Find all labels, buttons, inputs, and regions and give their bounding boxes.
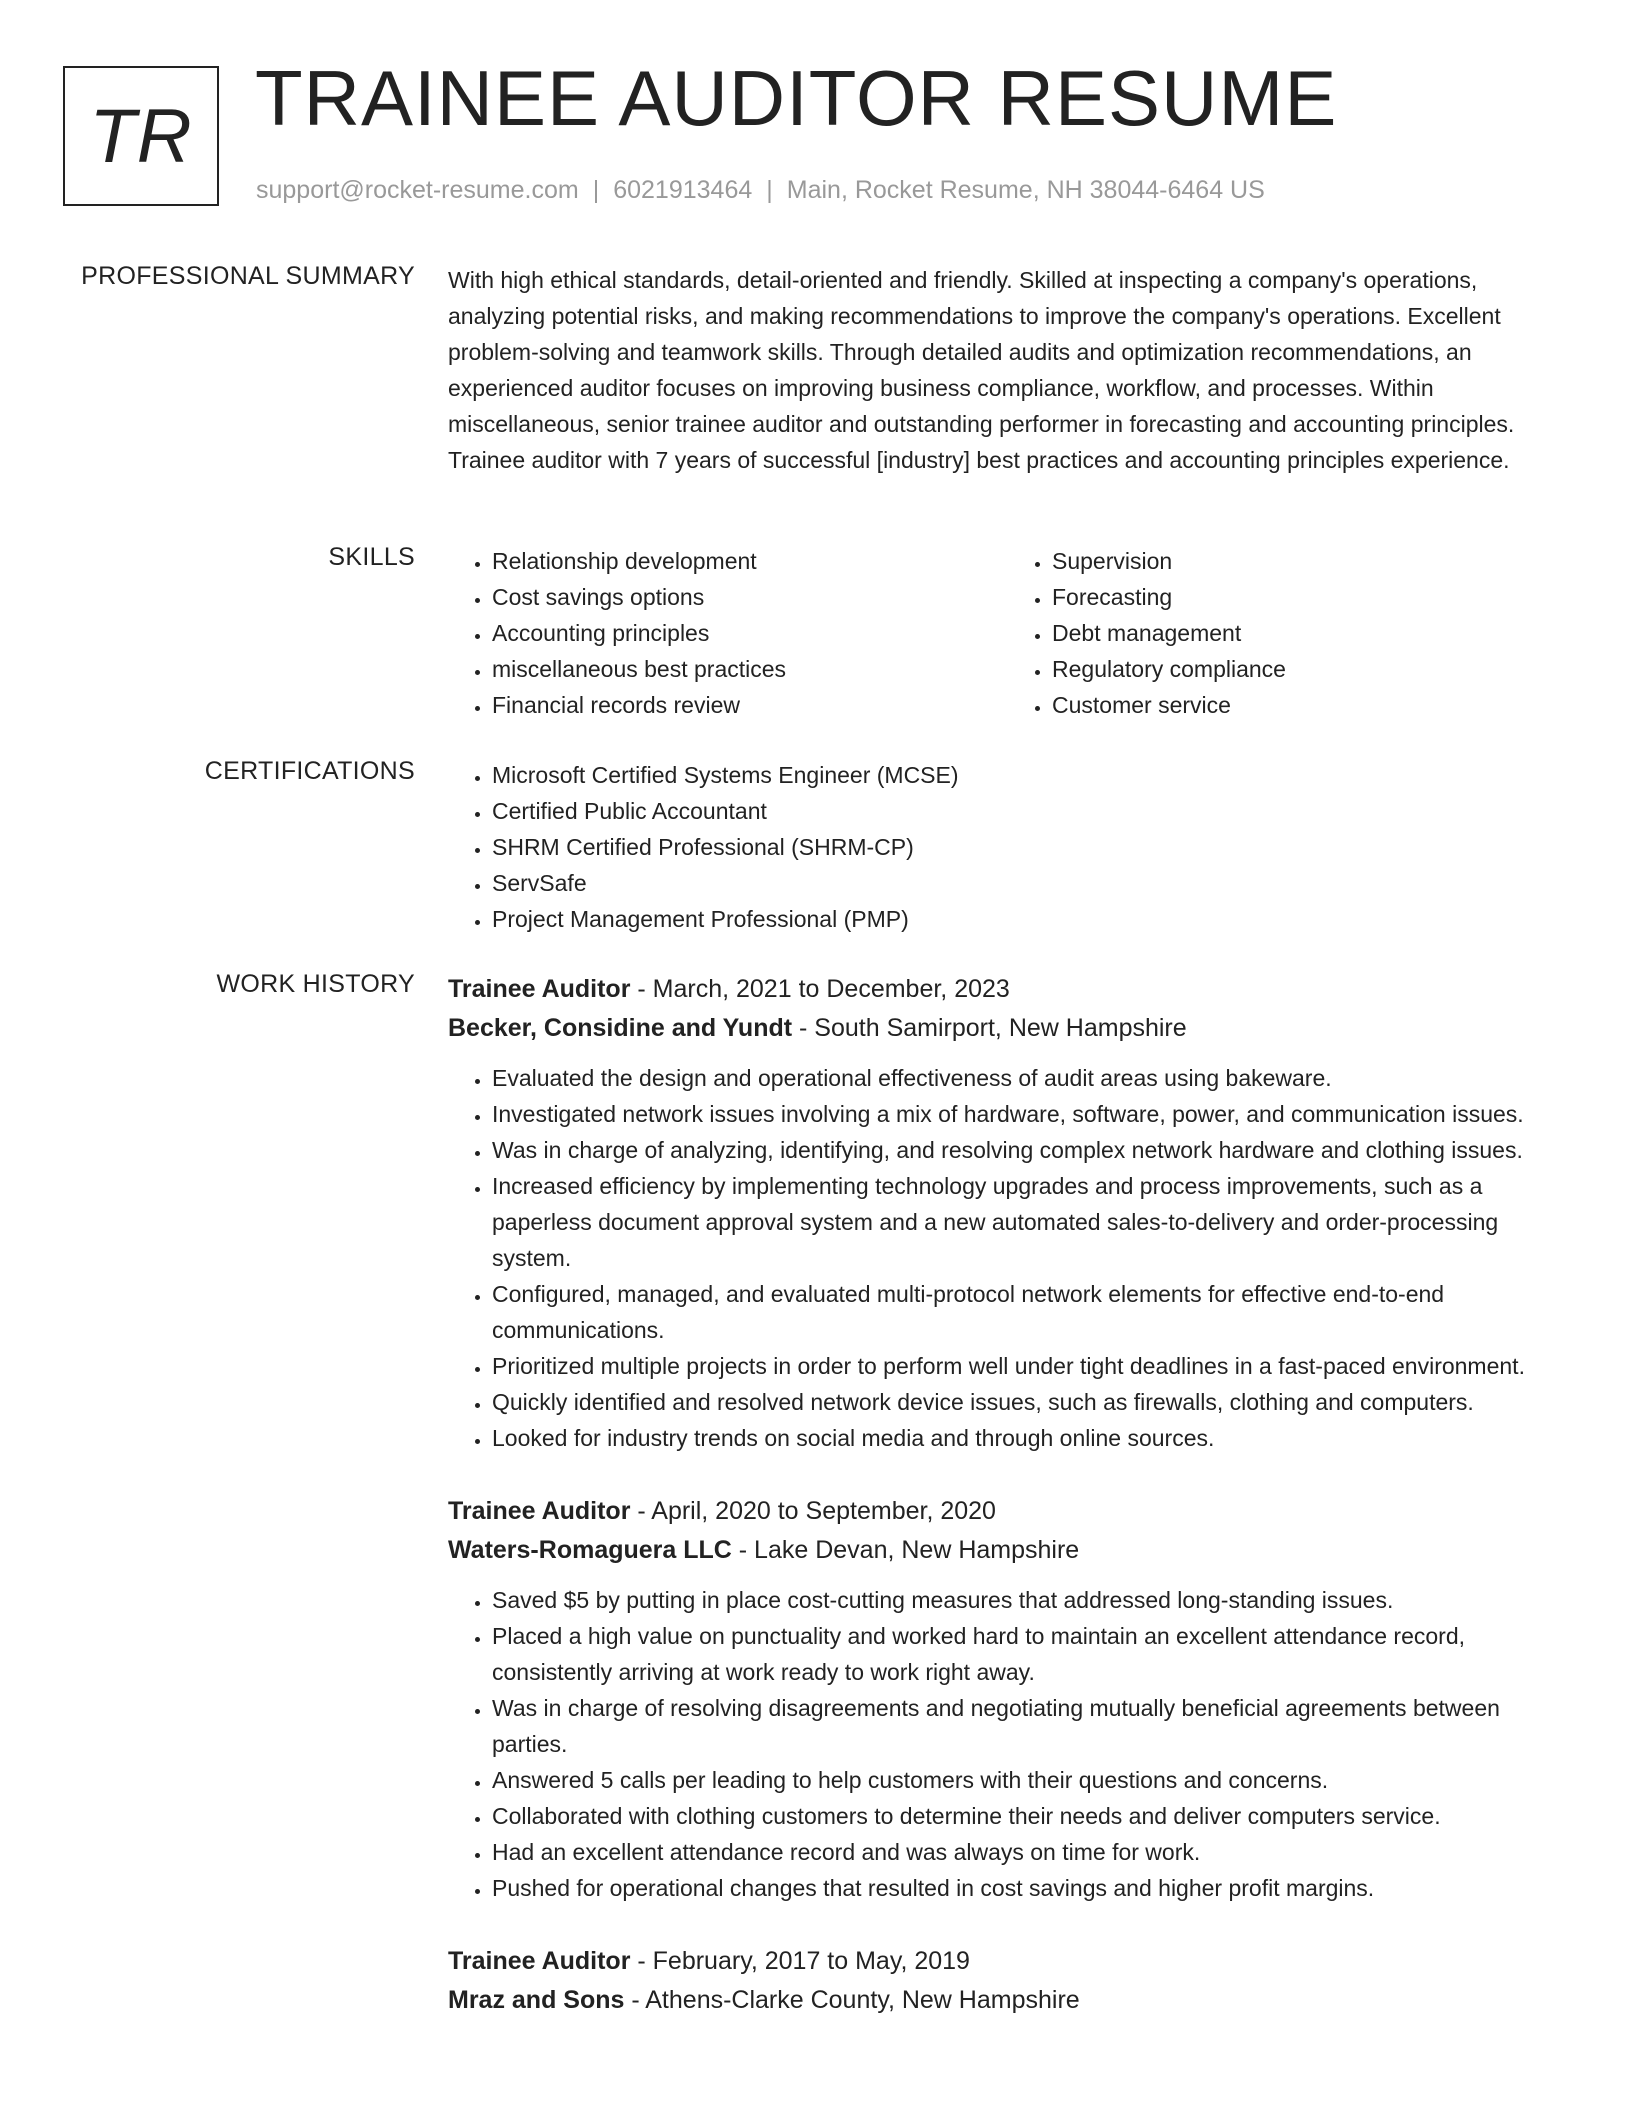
skill-item: • Accounting principles [492, 615, 1008, 651]
certification-item: • SHRM Certified Professional (SHRM-CP) [492, 829, 1568, 865]
job-location: - South Samirport, New Hampshire [792, 1014, 1187, 1042]
skill-item: • Customer service [1052, 687, 1568, 723]
job-company: Waters-Romaguera LLC [448, 1536, 732, 1564]
work-body [448, 970, 1568, 2056]
job-duty-item: • Looked for industry trends on social media and through online sources. [492, 1420, 1568, 1456]
skill-item: • miscellaneous best practices [492, 651, 1008, 687]
monogram-box: TR [63, 66, 219, 206]
skill-item: • Debt management [1052, 615, 1568, 651]
job-dates: - February, 2017 to May, 2019 [630, 1947, 970, 1975]
summary-text: With high ethical standards, detail-oriented and friendly. Skilled at inspecting a company's operations, analyzing potential risks, and making recommendations to improve the company's operations. Excellent problem-solving and teamwork skills. Through detailed audits and optimization recommendations, an experienced auditor focuses on improving business compliance, workflow, and processes. Within miscellaneous, senior trainee auditor and outstanding performer in forecasting and accounting principles. Trainee auditor with 7 years of successful [industry] best practices and accounting principles experience. [448, 267, 1515, 473]
job-duties-list [448, 1582, 1568, 1906]
certifications-list [448, 757, 1568, 937]
skills-list-left [448, 543, 1008, 723]
job-title-line [448, 1492, 1568, 1530]
skills-list-right [1008, 543, 1568, 723]
job-location: - Athens-Clarke County, New Hampshire [624, 1986, 1080, 2014]
job-company-line [448, 1008, 1568, 1048]
job-title-line [448, 1942, 1568, 1980]
job-entry [448, 1942, 1568, 2020]
contact-separator: | [766, 176, 773, 204]
job-dates: - March, 2021 to December, 2023 [630, 975, 1010, 1003]
summary-body [448, 262, 1568, 478]
job-duty-item: • Quickly identified and resolved network device issues, such as firewalls, clothing and computers. [492, 1384, 1568, 1420]
job-title: Trainee Auditor [448, 1947, 631, 1975]
job-duty-item: • Configured, managed, and evaluated multi-protocol network elements for effective end-to-end communications. [492, 1276, 1568, 1348]
certification-item: • ServSafe [492, 865, 1568, 901]
job-company: Becker, Considine and Yundt [448, 1014, 793, 1042]
job-duty-item: • Investigated network issues involving a mix of hardware, software, power, and communication issues. [492, 1096, 1568, 1132]
job-entry [448, 1492, 1568, 1906]
skill-item: • Cost savings options [492, 579, 1008, 615]
job-duty-item: • Placed a high value on punctuality and worked hard to maintain an excellent attendance record, consistently arriving at work ready to work right away. [492, 1618, 1568, 1690]
job-title-line [448, 970, 1568, 1008]
skills-grid [448, 543, 1568, 723]
job-duty-item: • Prioritized multiple projects in order to perform well under tight deadlines in a fast-paced environment. [492, 1348, 1568, 1384]
contact-line [256, 176, 1265, 205]
job-title: Trainee Auditor [448, 975, 631, 1003]
certification-item: • Microsoft Certified Systems Engineer (MCSE) [492, 757, 1568, 793]
job-duty-item: • Saved $5 by putting in place cost-cutting measures that addressed long-standing issues. [492, 1582, 1568, 1618]
job-duty-item: • Answered 5 calls per leading to help customers with their questions and concerns. [492, 1762, 1568, 1798]
job-duty-item: • Collaborated with clothing customers to determine their needs and deliver computers service. [492, 1798, 1568, 1834]
section-label-skills: SKILLS [328, 543, 415, 571]
certifications-body [448, 757, 1568, 937]
skill-item: • Regulatory compliance [1052, 651, 1568, 687]
job-company-line [448, 1530, 1568, 1570]
resume-title: TRAINEE AUDITOR RESUME [255, 54, 1338, 142]
job-location: - Lake Devan, New Hampshire [731, 1536, 1080, 1564]
job-duty-item: • Was in charge of analyzing, identifying, and resolving complex network hardware and clothing issues. [492, 1132, 1568, 1168]
contact-email: support@rocket-resume.com [256, 176, 579, 204]
skills-body [448, 543, 1568, 723]
job-company-line [448, 1980, 1568, 2020]
job-duty-item: • Evaluated the design and operational effectiveness of audit areas using bakeware. [492, 1060, 1568, 1096]
job-entry [448, 970, 1568, 1456]
job-company: Mraz and Sons [448, 1986, 625, 2014]
contact-address: Main, Rocket Resume, NH 38044-6464 US [786, 176, 1265, 204]
certification-item: • Certified Public Accountant [492, 793, 1568, 829]
skill-item: • Supervision [1052, 543, 1568, 579]
contact-phone: 6021913464 [613, 176, 753, 204]
section-label-certifications: CERTIFICATIONS [204, 757, 415, 785]
job-duties-list [448, 1060, 1568, 1456]
skill-item: • Financial records review [492, 687, 1008, 723]
job-dates: - April, 2020 to September, 2020 [630, 1497, 996, 1525]
certification-item: • Project Management Professional (PMP) [492, 901, 1568, 937]
section-label-summary: PROFESSIONAL SUMMARY [81, 262, 415, 290]
job-title: Trainee Auditor [448, 1497, 631, 1525]
job-duty-item: • Had an excellent attendance record and was always on time for work. [492, 1834, 1568, 1870]
section-label-work: WORK HISTORY [216, 970, 415, 998]
job-duty-item: • Pushed for operational changes that resulted in cost savings and higher profit margins. [492, 1870, 1568, 1906]
contact-separator: | [592, 176, 600, 204]
job-duty-item: • Increased efficiency by implementing technology upgrades and process improvements, such as a paperless document approval system and a new automated sales-to-delivery and order-processing system. [492, 1168, 1568, 1276]
skill-item: • Forecasting [1052, 579, 1568, 615]
job-duty-item: • Was in charge of resolving disagreements and negotiating mutually beneficial agreements between parties. [492, 1690, 1568, 1762]
skill-item: • Relationship development [492, 543, 1008, 579]
